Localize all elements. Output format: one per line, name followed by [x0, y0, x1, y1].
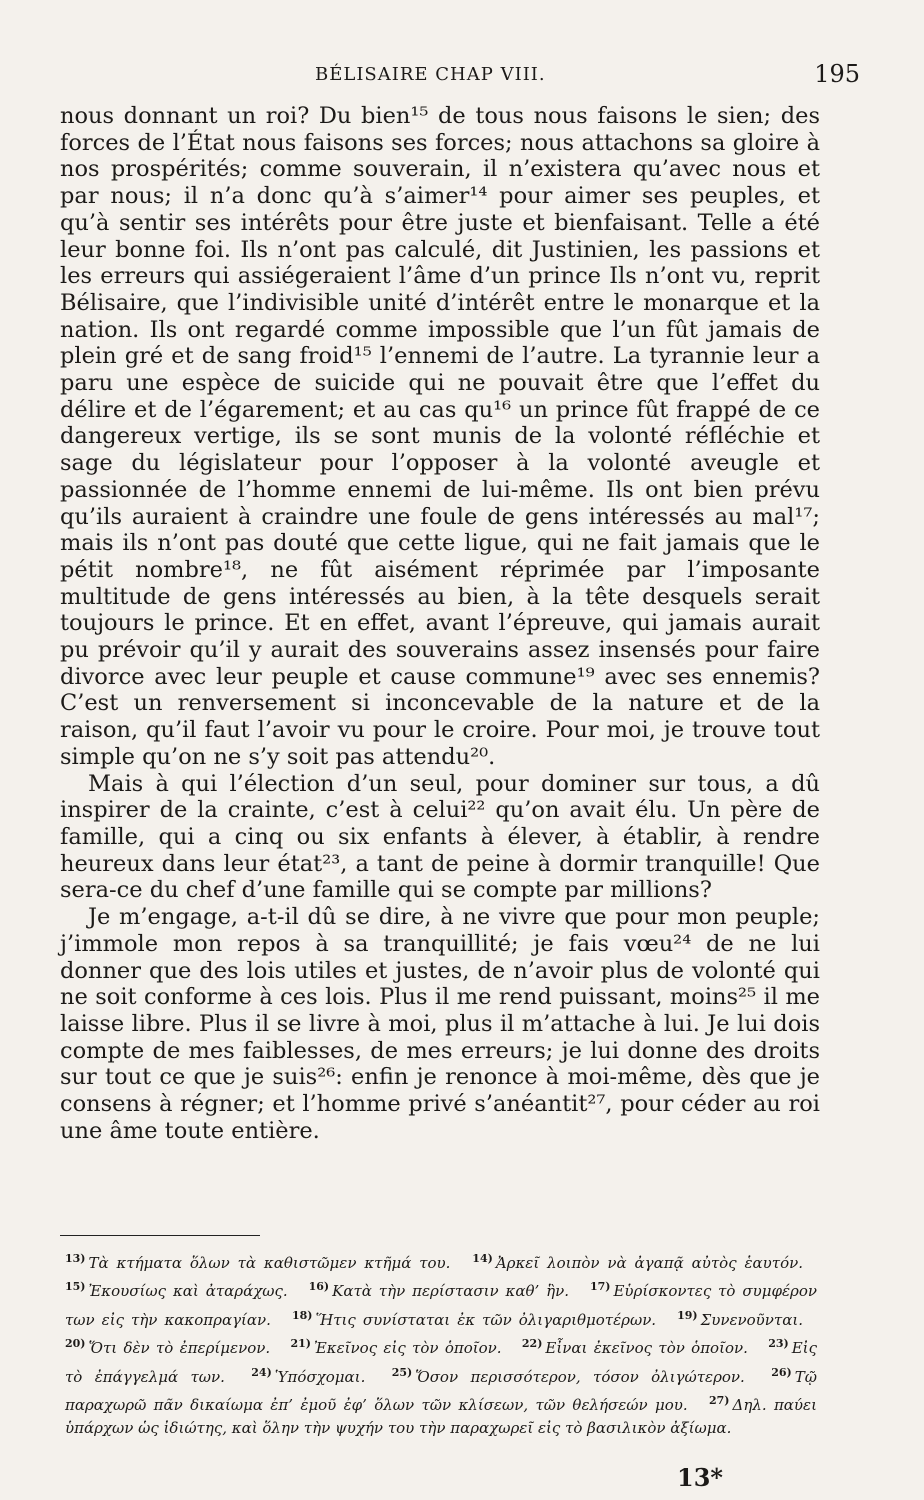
- footnote: $^{18)}$ Ἥτις συνίσταται ἐκ τῶν ὀλιγαριθμοτέρων.: [291, 1308, 657, 1329]
- footnote: $^{22)}$ Εἶναι ἐκεῖνος τὸν ὁποῖον.: [521, 1337, 748, 1358]
- body-text: [60, 103, 820, 1144]
- footnote: $^{15)}$ Ἐκουσίως καὶ ἀταράχως.: [65, 1280, 288, 1301]
- footnote: $^{13)}$ Τὰ κτήματα ὅλων τὰ καθιστῶμεν κτῆμά του.: [65, 1252, 451, 1272]
- footnote: $^{17)}$ Εὑρίσκοντες τὸ συμφέρον των εἰς τὴν κακοπραγίαν.: [65, 1280, 817, 1329]
- footnote: $^{14)}$ Ἀρκεῖ λοιπὸν νὰ ἀγαπᾷ αὐτὸς ἑαυτόν.: [472, 1252, 803, 1272]
- running-title: BÉLISAIRE CHAP VIII.: [315, 64, 546, 85]
- paragraph-1: nous donnant un roi? Du bien¹⁵ de tous nous faisons le sien; des forces de l’État nous faisons ses forces; nous attachons sa gloire à nos prospérités; comme souverain, il n’existera qu’avec nous et par nous; il n’a donc qu’à s’aimer¹⁴ pour aimer ses peuples, et qu’à sentir ses intérêts pour être juste et bienfaisant. Telle a été leur bonne foi. Ils n’ont pas calculé, dit Justinien, les passions et les erreurs qui assiégeraient l’âme d’un prince Ils n’ont vu, reprit Bélisaire, que l’indivisible unité d’intérêt entre le monarque et la nation. Ils ont regardé comme impossible que l’un fût jamais de plein gré et de sang froid¹⁵ l’ennemi de l’autre. La tyrannie leur a paru une espèce de suicide qui ne pouvait être que l’effet du délire et de l’égarement; et au cas qu¹⁶ un prince fût frappé de ce dangereux vertige, ils se sont munis de la volonté réfléchie et sage du législateur pour l’opposer à la volonté aveugle et passionnée de l’homme ennemi de lui-même. Ils ont bien prévu qu’ils auraient à craindre une foule de gens intéressés au mal¹⁷; mais ils n’ont pas douté que cette ligue, qui ne fait jamais que le pétit nombre¹⁸, ne fût aisément réprimée par l’imposante multitude de gens intéressés au bien, à la tête desquels serait toujours le prince. Et en effet, avant l’épreuve, qui jamais aurait pu prévoir qu’il y aurait des souverains assez insensés pour faire divorce avec leur peuple et cause commune¹⁹ avec ses ennemis? C’est un renversement si inconcevable de la nature et de la raison, qu’il faut l’avoir vu pour le croire. Pour moi, je trouve tout simple qu’on ne s’y soit pas attendu²⁰.: [60, 103, 820, 770]
- footnote: $^{23)}$ Εἰς τὸ ἐπάγγελμά των.: [65, 1337, 817, 1386]
- footnote: $^{26)}$ Τῷ παραχωρῶ πᾶν δικαίωμα ἐπ’ ἐμοῦ ἐφ’ ὅλων τῶν κλίσεων, τῶν θελήσεών μου.: [65, 1365, 817, 1415]
- footnote: $^{24)}$ Ὑπόσχομαι.: [251, 1365, 366, 1386]
- footnote-divider: [60, 1235, 260, 1236]
- footnote: $^{25)}$ Ὅσον περισσότερον, τόσον ὀλιγώτερον.: [391, 1365, 745, 1386]
- footnote: $^{21)}$ Ἐκεῖνος εἰς τὸν ὁποῖον.: [290, 1337, 502, 1358]
- printer-signature-mark: 13*: [677, 1463, 723, 1492]
- paragraph-2: Mais à qui l’élection d’un seul, pour dominer sur tous, a dû inspirer de la crainte, c’est à celui²² qu’on avait élu. Un père de famille, qui a cinq ou six enfants à élever, à établir, à rendre heureux dans leur état²³, a tant de peine à dormir tranquille! Que sera-ce du chef d’une famille qui se compte par millions?: [60, 770, 820, 904]
- footnotes: [65, 1247, 817, 1441]
- footnote: $^{16)}$ Κατὰ τὴν περίστασιν καθ’ ἣν.: [308, 1280, 570, 1301]
- page-header: [60, 60, 860, 100]
- footnote: $^{27)}$ Δηλ. παύει ὑπάρχων ὡς ἰδιώτης, καὶ ὅλην τὴν ψυχήν του τὴν παραχωρεῖ εἰς τὸ βασιλικὸν ἀξίωμα.: [65, 1394, 817, 1438]
- page-number: 195: [814, 60, 860, 88]
- footnote: $^{19)}$ Συνενοῦνται.: [677, 1308, 803, 1329]
- paragraph-3: Je m’engage, a-t-il dû se dire, à ne vivre que pour mon peuple; j’immole mon repos à sa tranquillité; je fais vœu²⁴ de ne lui donner que des lois utiles et justes, de n’avoir plus de volonté qui ne soit conforme à ces lois. Plus il me rend puissant, moins²⁵ il me laisse libre. Plus il se livre à moi, plus il m’attache à lui. Je lui dois compte de mes faiblesses, de mes erreurs; je lui donne des droits sur tout ce que je suis²⁶: enfin je renonce à moi-même, dès que je consens à régner; et l’homme privé s’anéantit²⁷, pour céder au roi une âme toute entière.: [60, 904, 820, 1144]
- footnote: $^{20)}$ Ὅτι δὲν τὸ ἐπερίμενον.: [65, 1337, 271, 1358]
